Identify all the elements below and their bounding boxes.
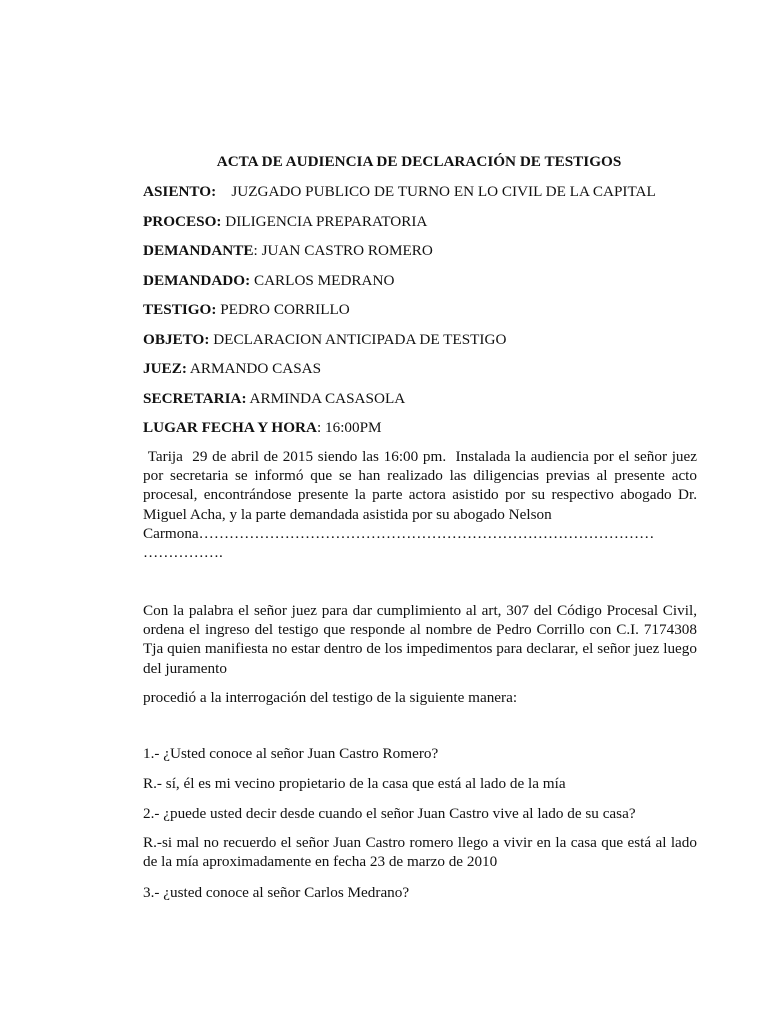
- field-separator: :: [316, 419, 322, 436]
- field-label: OBJETO:: [143, 331, 210, 348]
- field-value: JUZGADO PUBLICO DE TURNO EN LO CIVIL DE LA CAPITAL: [216, 183, 656, 200]
- dotted-line: …………….: [143, 544, 223, 562]
- field-label: SECRETARIA:: [143, 390, 247, 407]
- answer-1: R.- sí, él es mi vecino propietario de la casa que está al lado de la mía: [143, 775, 566, 792]
- paragraph-judge-order: Con la palabra el señor juez para dar cumplimiento al art, 307 del Código Procesal Civil, ordena el ingreso del testigo que responde al nombre de Pedro Corrillo con C.I. 7174308 Tja quien manifiesta no estar dentro de los impedimentos para declarar, el señor juez luego del juramento: [143, 602, 697, 677]
- field-testigo: [143, 300, 350, 319]
- field-asiento: [143, 182, 656, 201]
- answer-2: R.-si mal no recuerdo el señor Juan Castro romero llego a vivir en la casa que está al lado de la mía aproximadamente en fecha 23 de marzo de 2010: [143, 834, 697, 871]
- field-separator: :: [253, 242, 258, 259]
- field-lugar-fecha-hora: [143, 418, 382, 437]
- field-label: DEMANDANTE: [143, 242, 254, 259]
- field-value: ARMINDA CASASOLA: [246, 390, 406, 407]
- field-value: CARLOS MEDRANO: [250, 272, 395, 289]
- field-label: DEMANDADO:: [143, 272, 251, 289]
- field-value: JUAN CASTRO ROMERO: [257, 242, 433, 259]
- field-demandante: [143, 241, 433, 260]
- field-label: JUEZ:: [143, 360, 187, 377]
- paragraph-opening: [143, 447, 701, 562]
- dotted-line: Carmona………………………………………………………………………………: [143, 524, 655, 542]
- field-secretaria: [143, 389, 405, 408]
- field-value: DECLARACION ANTICIPADA DE TESTIGO: [209, 331, 507, 348]
- field-juez: [143, 359, 321, 378]
- question-3: 3.- ¿usted conoce al señor Carlos Medrano?: [143, 884, 410, 901]
- question-2: 2.- ¿puede usted decir desde cuando el señor Juan Castro vive al lado de su casa?: [143, 805, 636, 822]
- field-value: PEDRO CORRILLO: [216, 301, 350, 318]
- field-label: TESTIGO:: [143, 301, 217, 318]
- field-value: DILIGENCIA PREPARATORIA: [221, 213, 428, 230]
- field-value: ARMANDO CASAS: [186, 360, 322, 377]
- field-demandado: [143, 271, 394, 290]
- field-label: PROCESO:: [143, 213, 222, 230]
- field-label: ASIENTO:: [143, 183, 217, 200]
- paragraph-interrogation-intro: procedió a la interrogación del testigo de la siguiente manera:: [143, 689, 518, 706]
- field-proceso: [143, 212, 427, 231]
- field-objeto: [143, 330, 506, 349]
- question-1: 1.- ¿Usted conoce al señor Juan Castro Romero?: [143, 745, 439, 762]
- field-value: 16:00PM: [321, 419, 382, 436]
- field-label: LUGAR FECHA Y HORA: [143, 419, 317, 436]
- document-title: ACTA DE AUDIENCIA DE DECLARACIÓN DE TESTIGOS: [216, 153, 622, 170]
- paragraph-text: Tarija 29 de abril de 2015 siendo las 16:00 pm. Instalada la audiencia por el señor juez por secretaria se informó que se han realizado las diligencias previas al presente acto procesal, encontrándose presente la parte actora asistido por su respectivo abogado Dr. Miguel Acha, y la parte demandada asistida por su abogado Nelson: [143, 448, 701, 523]
